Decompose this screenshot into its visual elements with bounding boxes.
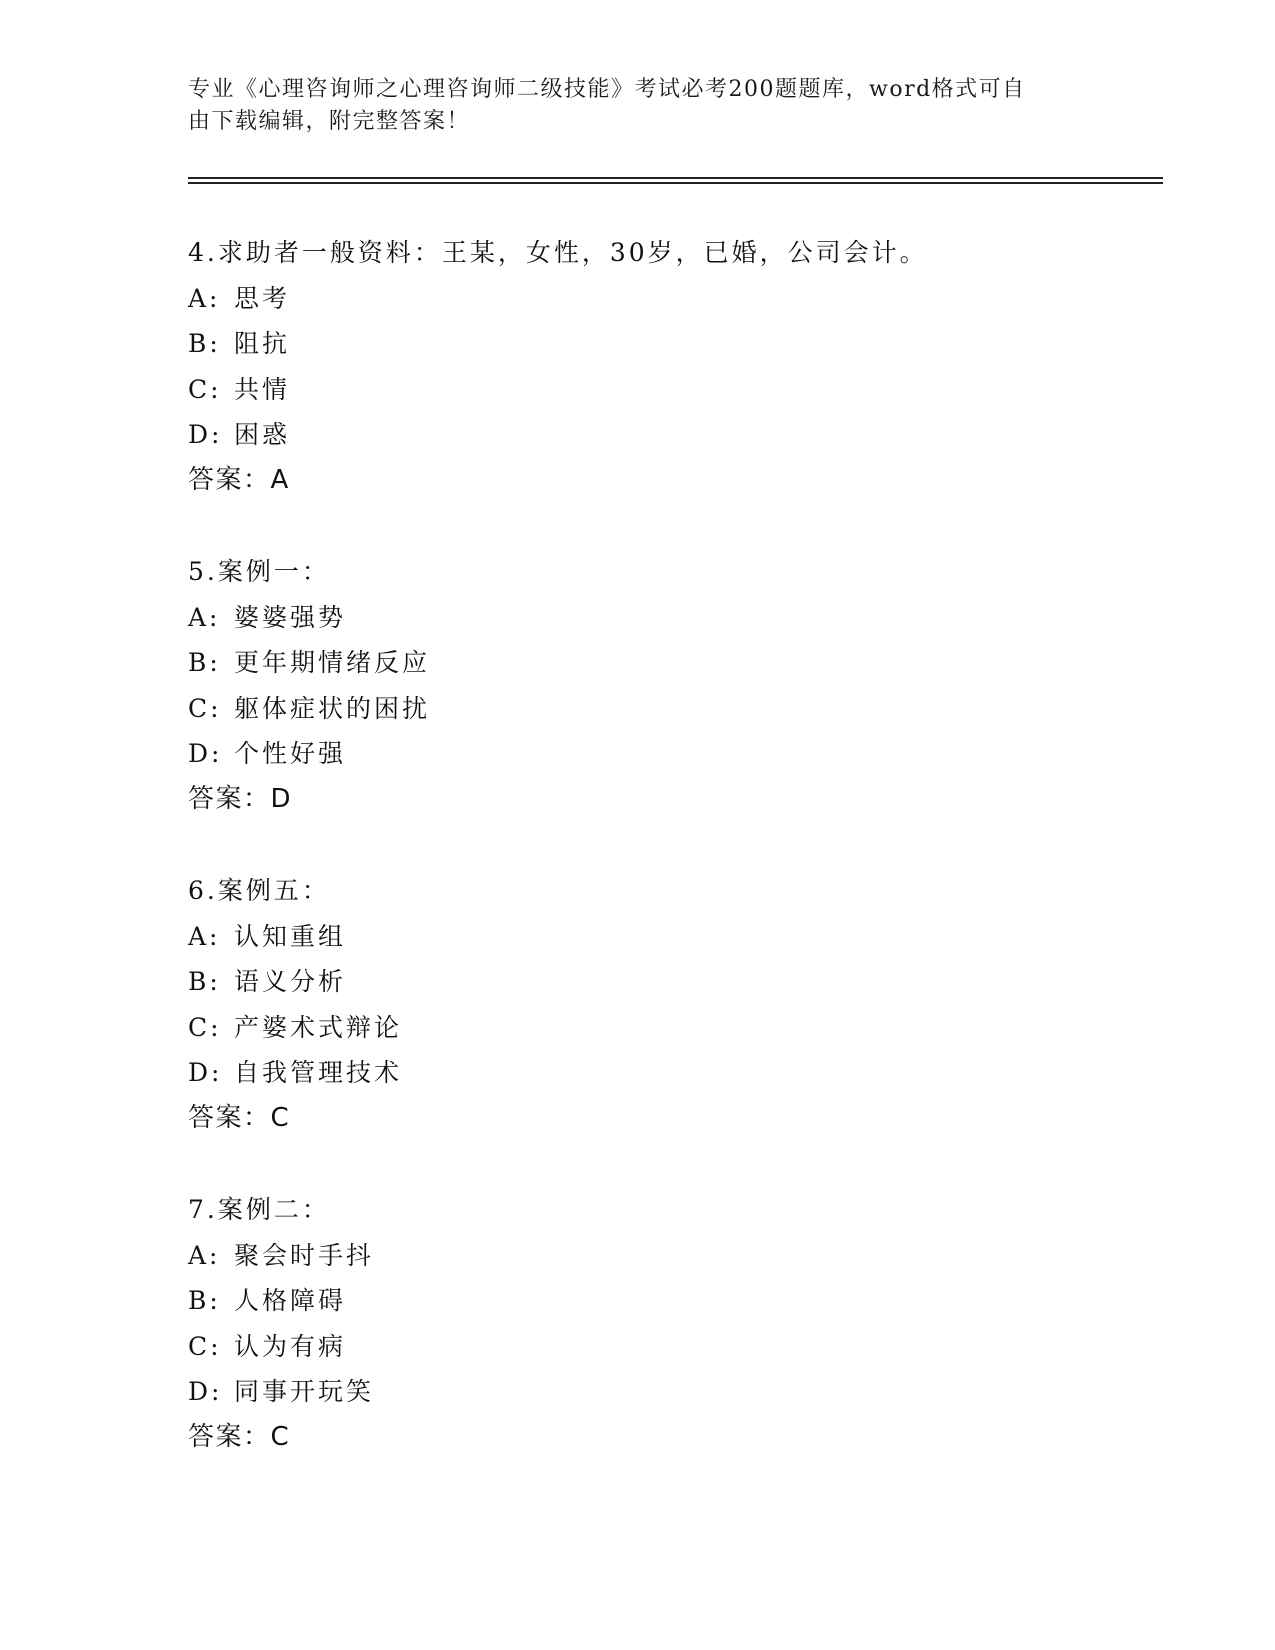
question-stem: 7.案例二： [188,1195,330,1224]
option-letter: A: [188,1240,221,1270]
option-letter: B: [188,648,221,677]
answer-line: 答案：D [188,783,293,814]
option-letter: B: [188,329,221,358]
option-text: 认知重组 [234,921,347,951]
option-text: 共情 [234,374,291,404]
option-d [188,1369,1088,1415]
question-stem: 6.案例五： [188,876,330,905]
option-letter: D: [188,420,223,449]
document-header [188,74,1068,138]
answer-line: 答案：A [188,464,290,495]
option-text: 产婆术式辩论 [234,1012,403,1042]
option-d [188,1050,1088,1096]
option-b [188,321,1088,367]
option-a [188,276,1088,322]
option-text: 认为有病 [234,1331,347,1361]
question-block-7 [188,1187,1088,1460]
option-c [188,1005,1088,1051]
option-text: 困惑 [234,420,291,449]
option-text: 阻抗 [234,329,291,358]
option-text: 同事开玩笑 [234,1377,375,1406]
option-letter: D: [188,1058,223,1087]
option-text: 更年期情绪反应 [234,648,431,677]
option-text: 躯体症状的困扰 [234,693,431,723]
option-text: 个性好强 [234,739,347,768]
header-line-1: 专业《心理咨询师之心理咨询师二级技能》考试必考200题题库，word格式可自 [188,77,1026,102]
option-d [188,731,1088,777]
question-block-4 [188,230,1088,503]
option-b [188,959,1088,1005]
question-block-5 [188,549,1088,822]
option-text: 聚会时手抖 [234,1240,375,1270]
option-letter: D: [188,1377,223,1406]
question-stem: 5.案例一： [188,557,330,586]
option-letter: A: [188,602,221,632]
option-a [188,595,1088,641]
option-text: 自我管理技术 [234,1058,403,1087]
option-letter: D: [188,739,223,768]
question-block-6 [188,868,1088,1141]
answer-line: 答案：C [188,1102,291,1133]
option-letter: C: [188,374,222,404]
option-b [188,1278,1088,1324]
header-divider-bottom [188,182,1163,184]
option-letter: C: [188,1331,222,1361]
option-letter: B: [188,1286,221,1315]
header-divider-top [188,177,1163,179]
option-letter: A: [188,283,221,313]
option-a [188,914,1088,960]
option-c [188,686,1088,732]
option-text: 思考 [234,283,291,313]
option-text: 人格障碍 [234,1286,347,1315]
option-letter: B: [188,967,221,996]
option-d [188,412,1088,458]
option-c [188,367,1088,413]
question-stem: 4.求助者一般资料：王某，女性，30岁，已婚，公司会计。 [188,238,928,267]
answer-line: 答案：C [188,1421,291,1452]
option-b [188,640,1088,686]
option-letter: C: [188,693,222,723]
header-line-2: 由下载编辑，附完整答案！ [188,109,471,134]
option-text: 语义分析 [234,967,347,996]
option-text: 婆婆强势 [234,602,347,632]
option-letter: C: [188,1012,222,1042]
option-c [188,1324,1088,1370]
option-letter: A: [188,921,221,951]
option-a [188,1233,1088,1279]
